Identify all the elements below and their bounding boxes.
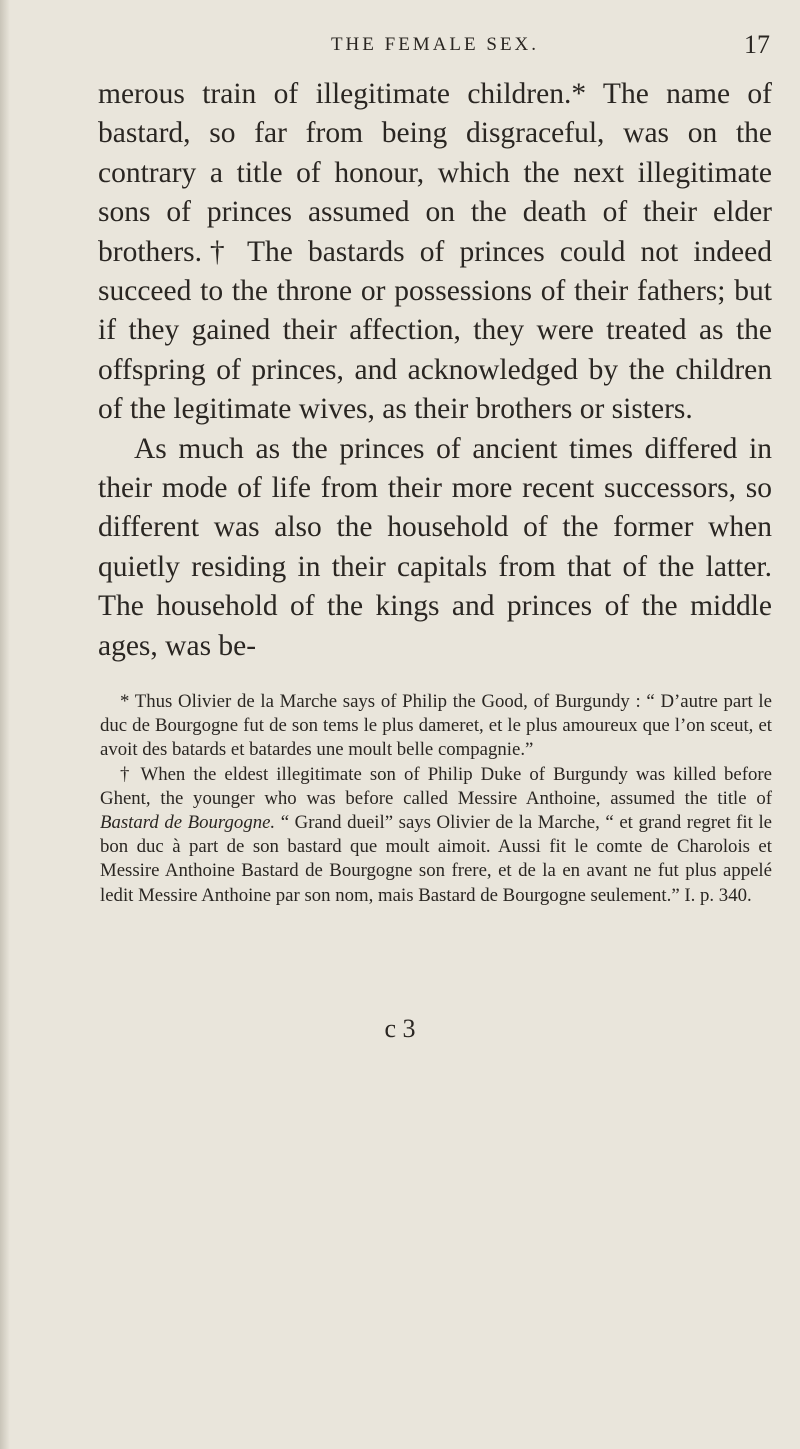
- signature-mark: c 3: [384, 1014, 416, 1043]
- footnote-2-text-start: † When the eldest illegitimate son of Philip Duke of Burgundy was killed before Ghent, the younger who was before called Messire Anthoine, assumed the title of: [100, 763, 772, 809]
- footnote-2: [100, 763, 772, 908]
- footnote-1: * Thus Olivier de la Marche says of Philip the Good, of Burgundy : “ D’autre part le duc de Bourgogne fut de son tems le plus dameret, et le plus amoureux que l’on sceut, et avoit des batards et batardes une moult belle compagnie.”: [100, 691, 772, 761]
- body-paragraph-1: merous train of illegitimate children.* The name of bastard, so far from being disgraceful, was on the contrary a title of honour, which the next illegitimate sons of princes assumed on the death of their elder brothers.† The bastards of princes could not indeed succeed to the throne or possessions of their fathers; but if they gained their affection, they were treated as the offspring of princes, and acknowledged by the children of the legitimate wives, as their brothers or sisters.: [98, 78, 772, 426]
- page-number: 17: [744, 30, 770, 59]
- page-gutter-edge: [0, 0, 10, 1449]
- main-text: [98, 75, 772, 666]
- footnote-2-italic-title: Bastard de Bourgogne.: [100, 812, 276, 834]
- footnotes: [100, 690, 772, 908]
- footnote-2-text-end: “ Grand dueil” says Olivier de la Marche, “ et grand regret fit le bon duc à part de son bastard que moult aimoit. Aussi fit le comte de Charolois et Messire Anthoine Bastard de Bourgogne son frere, et de la en avant ne fut plus appelé ledit Messire Anthoine par son nom, mais Bastard de Bourgogne seulement.” I. p. 340.: [100, 812, 773, 906]
- running-head: THE FEMALE SEX.: [330, 34, 540, 55]
- body-paragraph-2: As much as the princes of ancient times differed in their mode of life from their more recent successors, so different was also the household of the former when quietly residing in their capitals from that of the latter. The household of the kings and princes of the middle ages, was be-: [98, 432, 772, 662]
- page-header: [100, 30, 770, 74]
